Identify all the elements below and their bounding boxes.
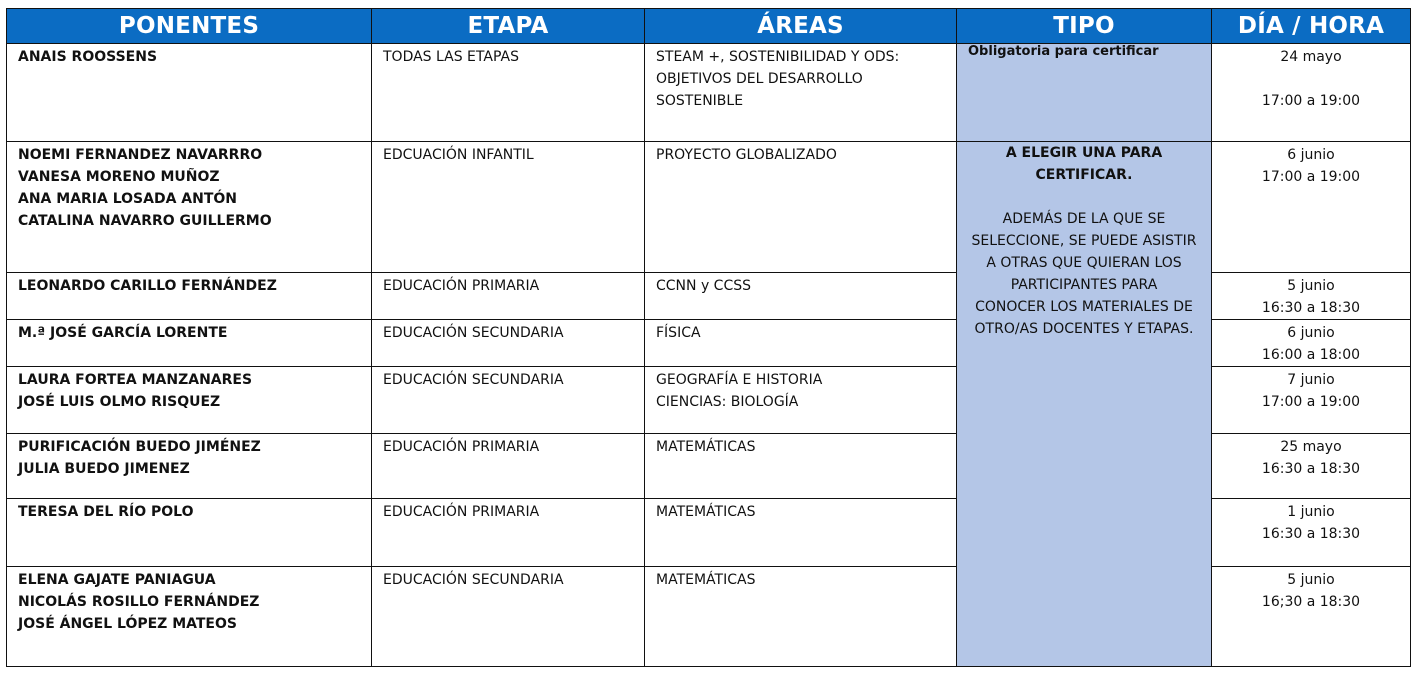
header-dia-hora: DÍA / HORA: [1212, 9, 1411, 44]
area-line: STEAM +, SOSTENIBILIDAD Y ODS:: [656, 49, 900, 65]
header-ponentes: PONENTES: [7, 9, 372, 44]
area-line: CIENCIAS: BIOLOGÍA: [656, 394, 799, 410]
dia-text: 7 junio: [1287, 372, 1335, 388]
etapa-cell: EDCUACIÓN INFANTIL: [372, 142, 645, 273]
table-row: [7, 142, 1411, 273]
area-line: PROYECTO GLOBALIZADO: [656, 147, 837, 163]
header-etapa: ETAPA: [372, 9, 645, 44]
etapa-cell: TODAS LAS ETAPAS: [372, 44, 645, 142]
areas-cell: [645, 367, 957, 434]
area-line: OBJETIVOS DEL DESARROLLO: [656, 71, 863, 87]
ponente-name: JOSÉ ÁNGEL LÓPEZ MATEOS: [18, 616, 237, 632]
dia-text: 5 junio: [1287, 278, 1335, 294]
area-line: MATEMÁTICAS: [656, 504, 756, 520]
ponente-name: LAURA FORTEA MANZANARES: [18, 372, 253, 388]
dia-hora-cell: [1212, 273, 1411, 320]
ponente-name: ANAIS ROOSSENS: [18, 49, 158, 65]
area-line: MATEMÁTICAS: [656, 439, 756, 455]
ponente-name: JOSÉ LUIS OLMO RISQUEZ: [18, 394, 221, 410]
areas-cell: [645, 44, 957, 142]
schedule-table: [6, 8, 1411, 667]
hora-text: 16:00 a 18:00: [1261, 347, 1361, 363]
etapa-cell: EDUCACIÓN SECUNDARIA: [372, 320, 645, 367]
hora-text: 17:00 a 19:00: [1261, 394, 1361, 410]
tipo-nota-line: A OTRAS QUE QUIERAN LOS: [986, 255, 1182, 271]
ponentes-cell: [7, 499, 372, 567]
ponente-name: VANESA MORENO MUÑOZ: [18, 169, 220, 185]
ponentes-cell: [7, 367, 372, 434]
header-areas: ÁREAS: [645, 9, 957, 44]
hora-text: 17:00 a 19:00: [1261, 93, 1361, 109]
dia-text: 24 mayo: [1280, 49, 1342, 65]
areas-cell: [645, 499, 957, 567]
etapa-cell: EDUCACIÓN SECUNDARIA: [372, 367, 645, 434]
tipo-elegir-line: A ELEGIR UNA PARA: [1005, 145, 1163, 161]
dia-text: 6 junio: [1287, 147, 1335, 163]
tipo-nota-line: ADEMÁS DE LA QUE SE: [1002, 211, 1166, 227]
ponente-name: TERESA DEL RÍO POLO: [18, 504, 194, 520]
table-row: [7, 44, 1411, 142]
tipo-obligatoria-cell: Obligatoria para certificar: [957, 44, 1212, 142]
etapa-cell: EDUCACIÓN PRIMARIA: [372, 499, 645, 567]
ponentes-cell: [7, 320, 372, 367]
hora-text: 16:30 a 18:30: [1261, 526, 1361, 542]
ponentes-cell: [7, 273, 372, 320]
tipo-nota-line: CONOCER LOS MATERIALES DE: [975, 299, 1193, 315]
etapa-cell: EDUCACIÓN SECUNDARIA: [372, 567, 645, 667]
ponentes-cell: [7, 142, 372, 273]
tipo-elegir-cell: [957, 142, 1212, 667]
area-line: CCNN y CCSS: [656, 278, 752, 294]
areas-cell: [645, 142, 957, 273]
dia-hora-cell: [1212, 567, 1411, 667]
area-line: GEOGRAFÍA E HISTORIA: [656, 372, 823, 388]
ponentes-cell: [7, 44, 372, 142]
ponente-name: CATALINA NAVARRO GUILLERMO: [18, 213, 272, 229]
dia-hora-cell: [1212, 367, 1411, 434]
ponente-name: ELENA GAJATE PANIAGUA: [18, 572, 216, 588]
dia-text: 6 junio: [1287, 325, 1335, 341]
areas-cell: [645, 273, 957, 320]
tipo-elegir-line: CERTIFICAR.: [1035, 167, 1133, 183]
areas-cell: [645, 320, 957, 367]
etapa-cell: EDUCACIÓN PRIMARIA: [372, 434, 645, 499]
ponente-name: PURIFICACIÓN BUEDO JIMÉNEZ: [18, 439, 261, 455]
ponentes-cell: [7, 567, 372, 667]
dia-hora-cell: [1212, 142, 1411, 273]
tipo-nota-line: SELECCIONE, SE PUEDE ASISTIR: [971, 233, 1197, 249]
dia-hora-cell: [1212, 499, 1411, 567]
dia-text: 25 mayo: [1280, 439, 1342, 455]
hora-text: 16;30 a 18:30: [1261, 594, 1361, 610]
area-line: FÍSICA: [656, 325, 701, 341]
dia-text: 1 junio: [1287, 504, 1335, 520]
dia-hora-cell: [1212, 320, 1411, 367]
dia-hora-cell: [1212, 434, 1411, 499]
areas-cell: [645, 567, 957, 667]
hora-text: 17:00 a 19:00: [1261, 169, 1361, 185]
dia-hora-cell: [1212, 44, 1411, 142]
area-line: MATEMÁTICAS: [656, 572, 756, 588]
areas-cell: [645, 434, 957, 499]
hora-text: 16:30 a 18:30: [1261, 300, 1361, 316]
header-tipo: TIPO: [957, 9, 1212, 44]
tipo-nota-line: OTRO/AS DOCENTES Y ETAPAS.: [974, 321, 1194, 337]
dia-text: 5 junio: [1287, 572, 1335, 588]
header-row: [7, 9, 1411, 44]
ponente-name: ANA MARIA LOSADA ANTÓN: [18, 191, 238, 207]
ponentes-cell: [7, 434, 372, 499]
tipo-nota-line: PARTICIPANTES PARA: [1010, 277, 1158, 293]
etapa-cell: EDUCACIÓN PRIMARIA: [372, 273, 645, 320]
hora-text: 16:30 a 18:30: [1261, 461, 1361, 477]
area-line: SOSTENIBLE: [656, 93, 744, 109]
ponente-name: JULIA BUEDO JIMENEZ: [18, 461, 190, 477]
ponente-name: NOEMI FERNANDEZ NAVARRRO: [18, 147, 263, 163]
ponente-name: LEONARDO CARILLO FERNÁNDEZ: [18, 278, 277, 294]
ponente-name: M.ª JOSÉ GARCÍA LORENTE: [18, 325, 228, 341]
ponente-name: NICOLÁS ROSILLO FERNÁNDEZ: [18, 594, 260, 610]
